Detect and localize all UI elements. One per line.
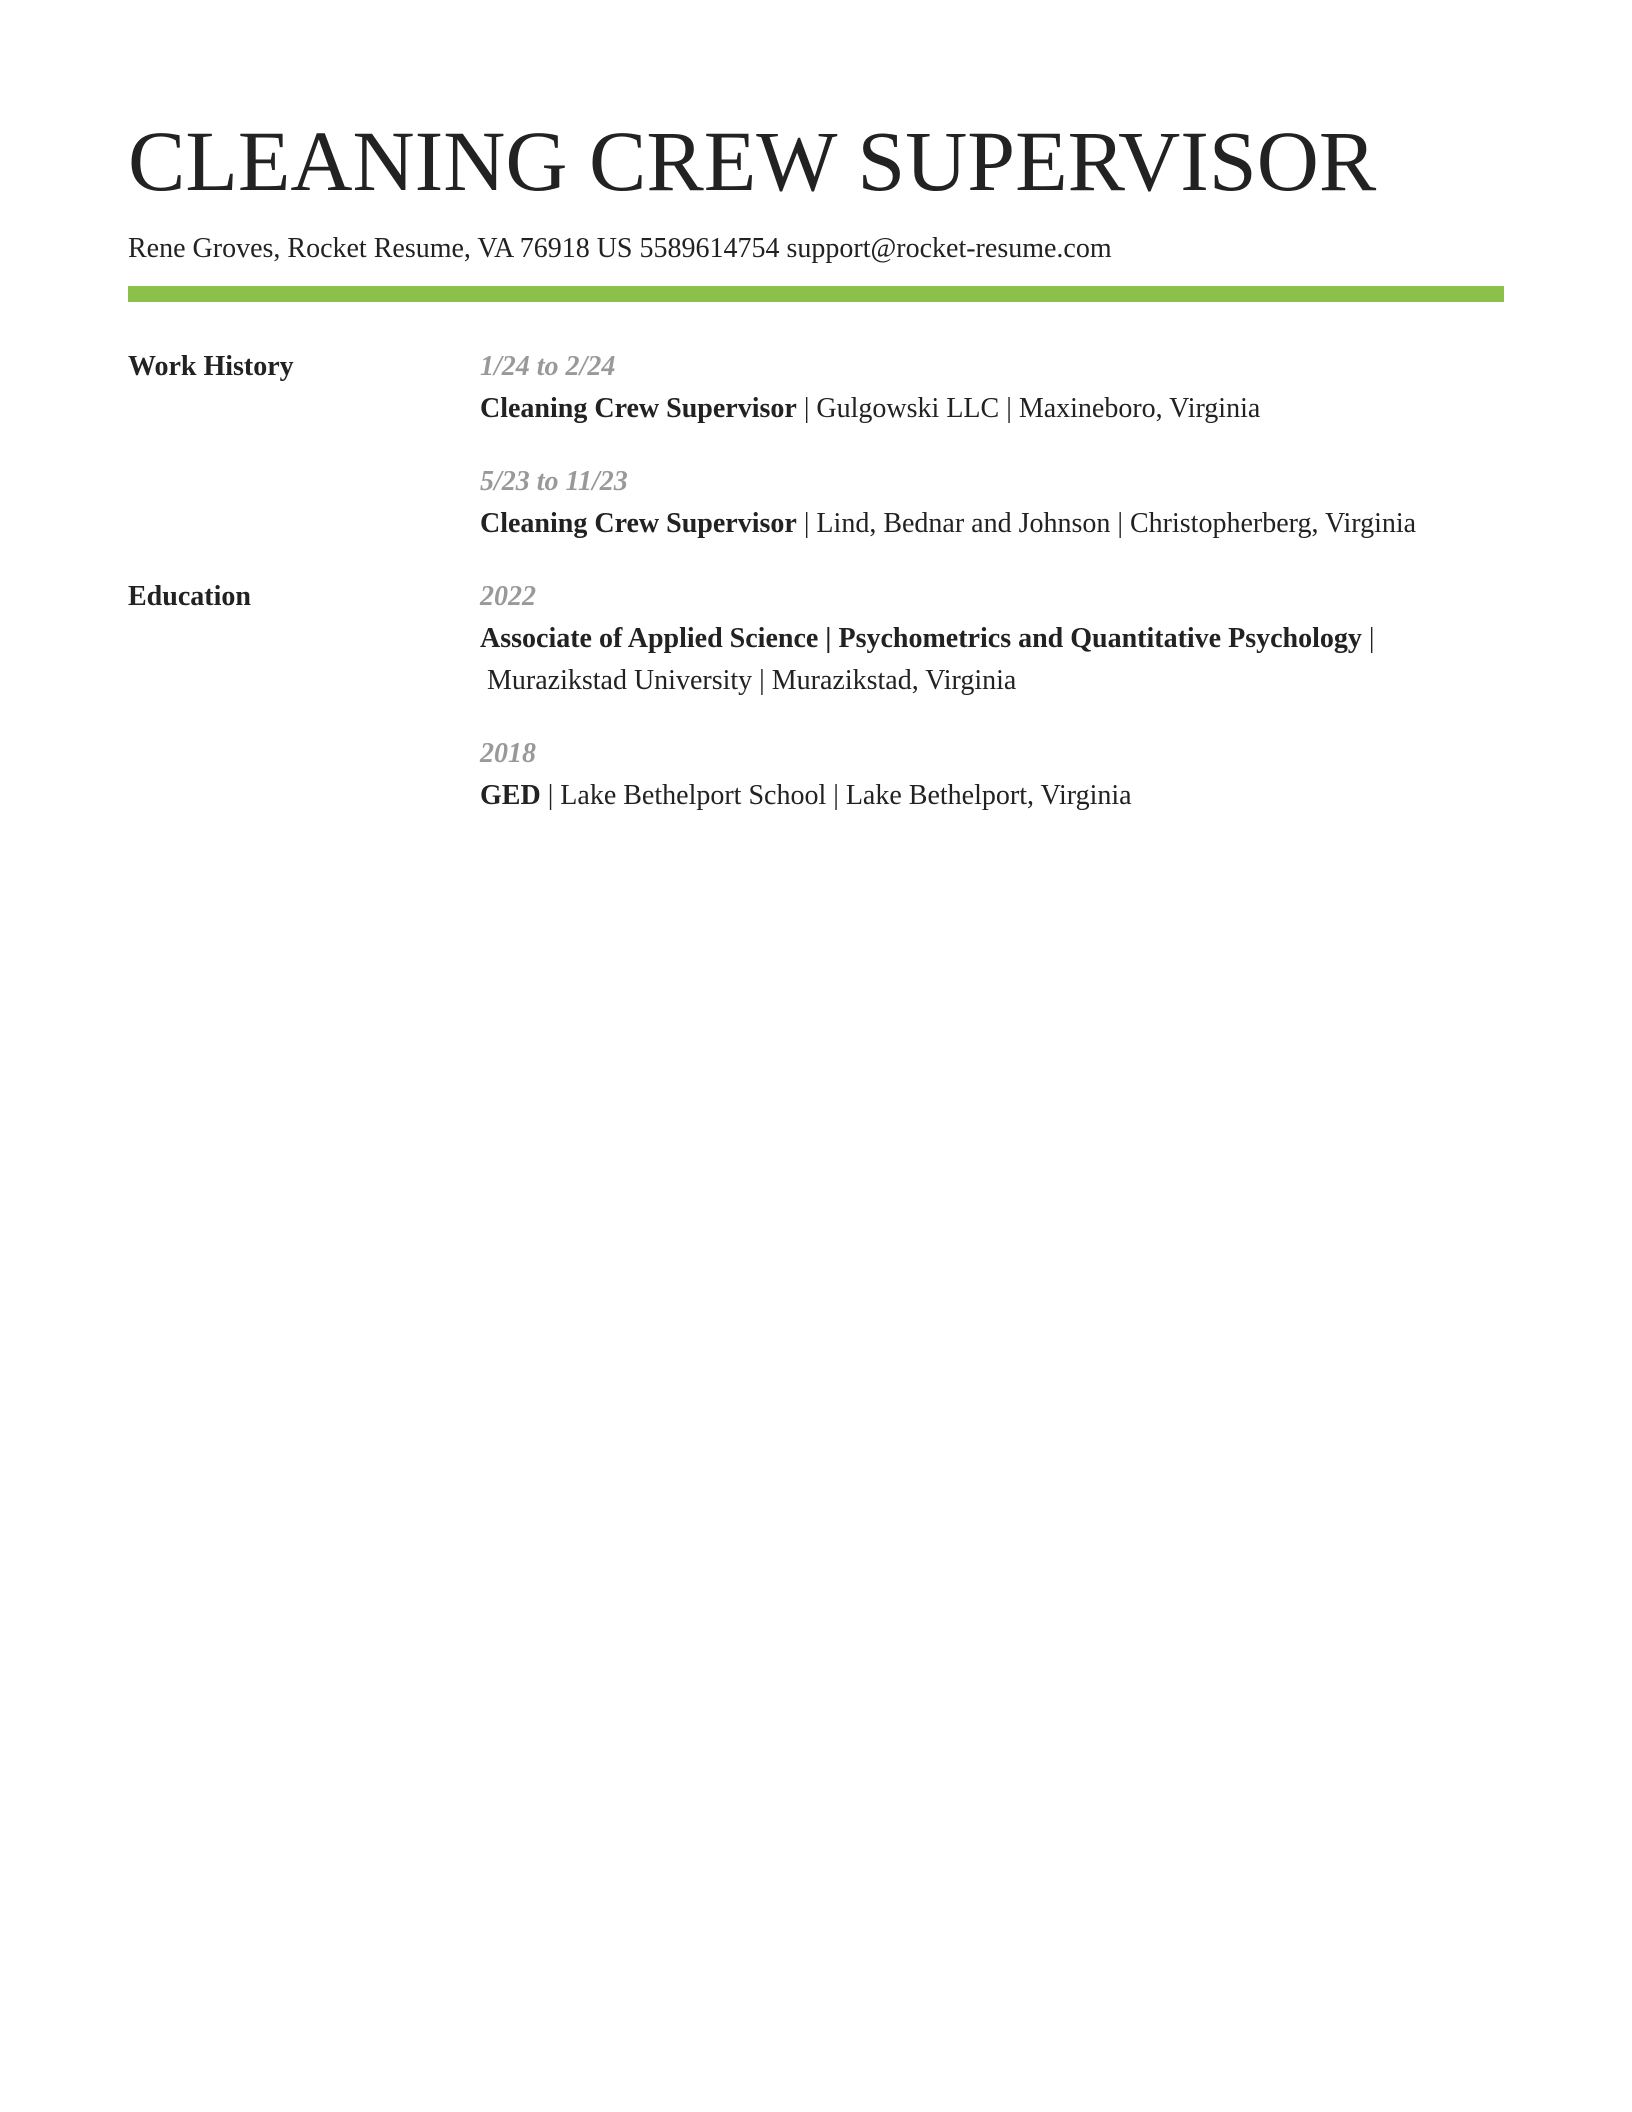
entry-line <box>480 618 1500 660</box>
entry-date: 2018 <box>480 738 536 769</box>
entry-date: 1/24 to 2/24 <box>480 351 616 382</box>
entry-date: 5/23 to 11/23 <box>480 466 628 497</box>
resume-title: CLEANING CREW SUPERVISOR <box>128 113 1377 209</box>
entry-details: | Lake Bethelport School | Lake Bethelport, Virginia <box>540 780 1132 811</box>
entry-line <box>480 388 1500 430</box>
entry-date: 2022 <box>480 581 536 612</box>
entry-degree-separator: | <box>1361 623 1375 654</box>
entry-degree: Associate of Applied Science | Psychometrics and Quantitative Psychology <box>480 623 1362 654</box>
entry-degree: GED <box>480 780 541 811</box>
work-entry <box>480 346 1500 430</box>
entry-line <box>480 660 1500 702</box>
entry-details: | Lind, Bednar and Johnson | Christopherberg, Virginia <box>796 508 1417 539</box>
contact-line: Rene Groves, Rocket Resume, VA 76918 US 5589614754 support@rocket-resume.com <box>128 233 1112 264</box>
section-label-work-history: Work History <box>128 351 294 382</box>
section-label-education: Education <box>128 581 251 612</box>
entry-role: Cleaning Crew Supervisor <box>480 393 797 424</box>
accent-divider <box>128 286 1504 302</box>
entry-details: | Gulgowski LLC | Maxineboro, Virginia <box>796 393 1261 424</box>
entry-line <box>480 503 1500 545</box>
entry-details: Murazikstad University | Murazikstad, Virginia <box>480 665 1017 696</box>
education-entry <box>480 733 1500 817</box>
education-entry <box>480 576 1500 702</box>
entry-line <box>480 775 1500 817</box>
entry-role: Cleaning Crew Supervisor <box>480 508 797 539</box>
work-entry <box>480 461 1500 545</box>
